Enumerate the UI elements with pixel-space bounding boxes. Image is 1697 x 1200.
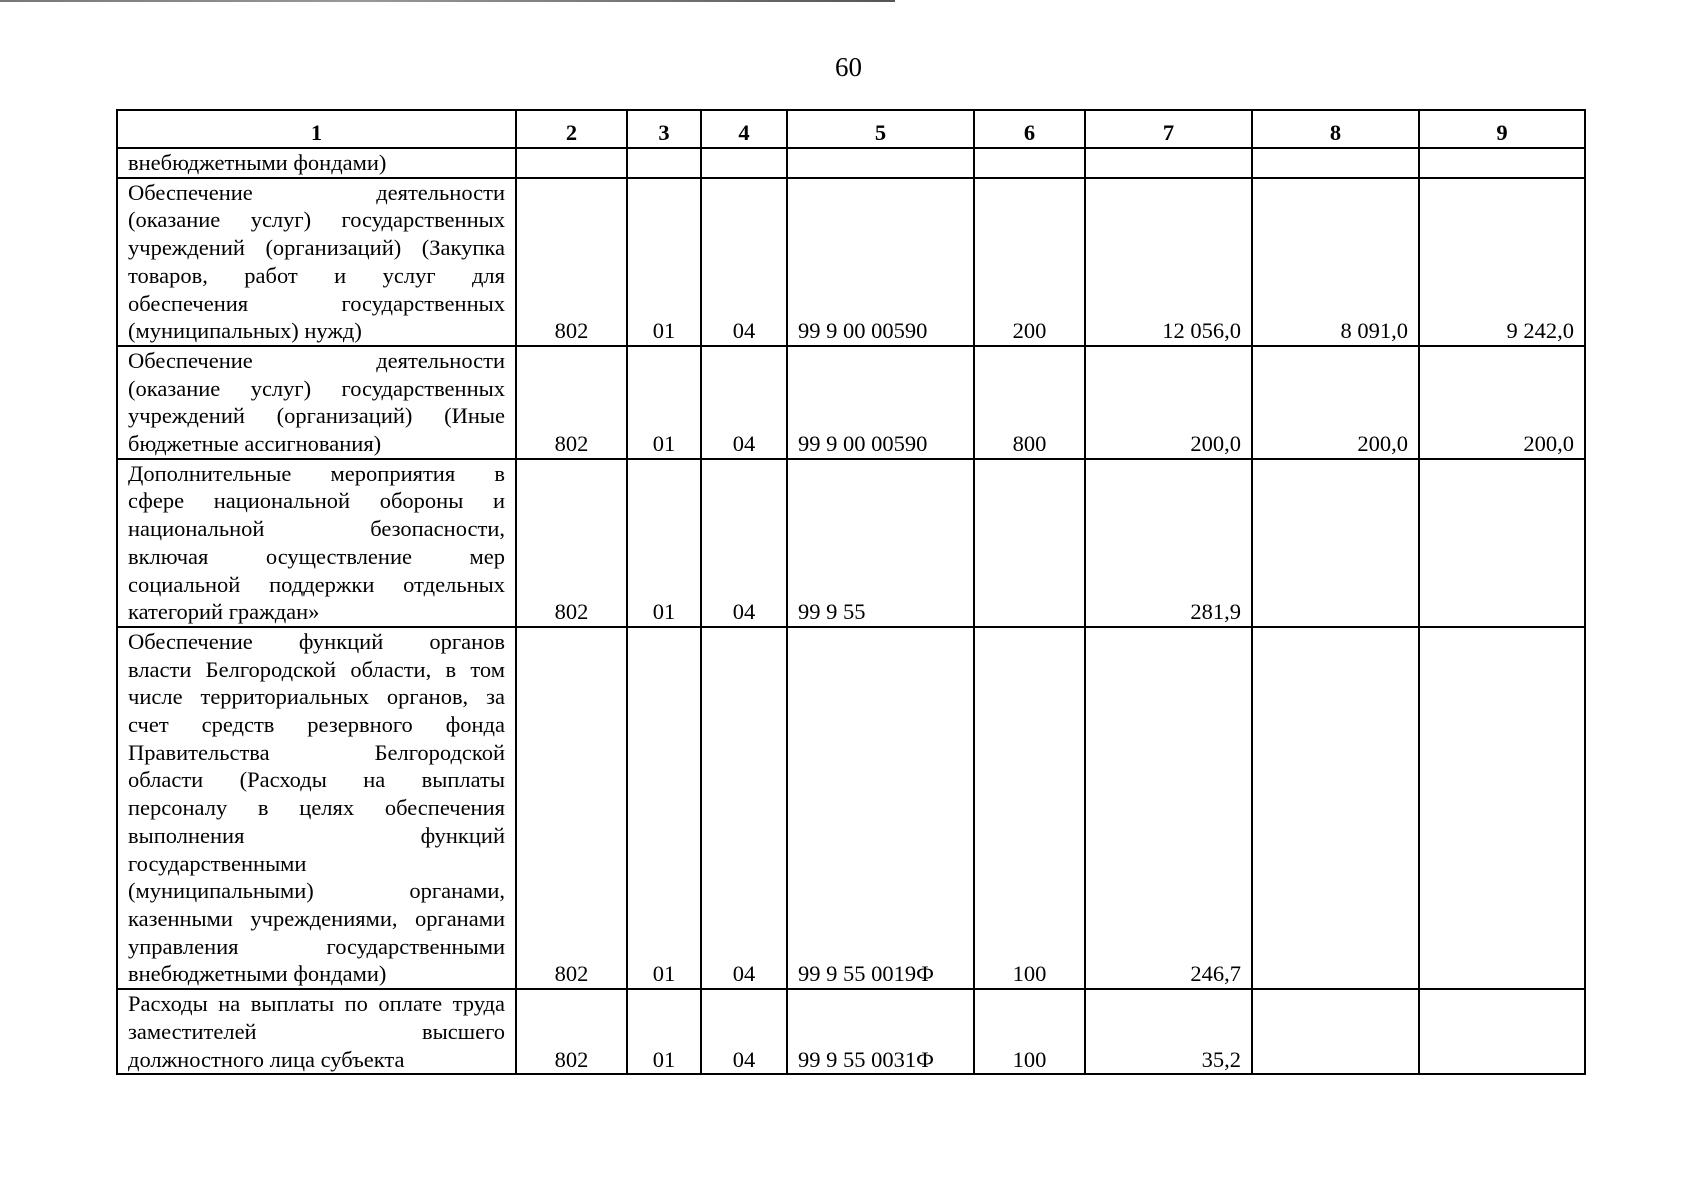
description-line: учреждений (организаций) (Иные — [128, 403, 505, 429]
cell-code: 99 9 55 — [787, 459, 974, 627]
description-line: обеспечения государственных — [128, 290, 505, 316]
table-body — [117, 148, 1585, 1074]
header-col-7: 7 — [1085, 110, 1252, 148]
header-col-3: 3 — [627, 110, 701, 148]
cell-amount-8: 8 091,0 — [1252, 178, 1419, 346]
description-line: должностного лица субъекта — [128, 1046, 405, 1072]
description-line: (муниципальными) органами, — [128, 878, 505, 904]
description-line: счет средств резервного фонда — [128, 712, 505, 738]
table-row — [117, 459, 1585, 627]
description-line: учреждений (организаций) (Закупка — [128, 235, 505, 261]
table-row — [117, 989, 1585, 1074]
cell-amount-9 — [1419, 989, 1585, 1074]
cell-amount-7: 35,2 — [1085, 989, 1252, 1074]
description-line: национальной безопасности, — [128, 516, 505, 542]
description-line: сфере национальной обороны и — [128, 488, 505, 514]
cell-col-6: 100 — [974, 627, 1085, 989]
cell-col-6: 200 — [974, 178, 1085, 346]
cell-col-4: 04 — [701, 459, 787, 627]
cell-description — [117, 148, 516, 178]
description-line: (муниципальных) нужд) — [128, 318, 362, 344]
cell-col-3 — [627, 148, 701, 178]
cell-code: 99 9 55 0019Ф — [787, 627, 974, 989]
cell-amount-8 — [1252, 627, 1419, 989]
cell-description — [117, 627, 516, 989]
description-line: персоналу в целях обеспечения — [128, 795, 505, 821]
cell-code: 99 9 00 00590 — [787, 346, 974, 459]
cell-amount-7: 200,0 — [1085, 346, 1252, 459]
cell-code: 99 9 55 0031Ф — [787, 989, 974, 1074]
description-line: Расходы на выплаты по оплате труда — [128, 991, 505, 1017]
cell-col-6: 100 — [974, 989, 1085, 1074]
table-row — [117, 148, 1585, 178]
cell-amount-9 — [1419, 148, 1585, 178]
table-header — [117, 110, 1585, 148]
cell-col-6 — [974, 459, 1085, 627]
header-col-9: 9 — [1419, 110, 1585, 148]
description-line: числе территориальных органов, за — [128, 684, 505, 710]
description-line: Дополнительные мероприятия в — [128, 460, 505, 486]
description-line: социальной поддержки отдельных — [128, 571, 505, 597]
description-line: Правительства Белгородской — [128, 739, 505, 765]
budget-table — [116, 109, 1586, 1075]
cell-col-4 — [701, 148, 787, 178]
description-line: казенными учреждениями, органами — [128, 905, 505, 931]
header-row — [117, 110, 1585, 148]
table-row — [117, 346, 1585, 459]
description-line: Обеспечение функций органов — [128, 628, 505, 654]
description-line: товаров, работ и услуг для — [128, 262, 505, 288]
header-col-5: 5 — [787, 110, 974, 148]
cell-col-6: 800 — [974, 346, 1085, 459]
description-line: области (Расходы на выплаты — [128, 767, 505, 793]
cell-col-3: 01 — [627, 459, 701, 627]
cell-col-2: 802 — [516, 346, 627, 459]
cell-col-3: 01 — [627, 346, 701, 459]
description-line: включая осуществление мер — [128, 543, 505, 569]
cell-amount-7: 12 056,0 — [1085, 178, 1252, 346]
page-number: 60 — [835, 52, 862, 82]
cell-amount-7 — [1085, 148, 1252, 178]
cell-col-2: 802 — [516, 989, 627, 1074]
cell-amount-9 — [1419, 459, 1585, 627]
cell-amount-8: 200,0 — [1252, 346, 1419, 459]
description-line: выполнения функций — [128, 822, 505, 848]
cell-code — [787, 148, 974, 178]
cell-col-2 — [516, 148, 627, 178]
header-col-2: 2 — [516, 110, 627, 148]
cell-col-3: 01 — [627, 178, 701, 346]
description-line: Обеспечение деятельности — [128, 179, 505, 205]
cell-col-6 — [974, 148, 1085, 178]
table-row — [117, 178, 1585, 346]
cell-description — [117, 346, 516, 459]
header-col-1: 1 — [117, 110, 516, 148]
cell-col-4: 04 — [701, 346, 787, 459]
cell-amount-8 — [1252, 148, 1419, 178]
description-line: бюджетные ассигнования) — [128, 431, 382, 457]
description-line: внебюджетными фондами) — [128, 961, 387, 987]
cell-amount-7: 246,7 — [1085, 627, 1252, 989]
description-line: власти Белгородской области, в том — [128, 656, 505, 682]
cell-description — [117, 459, 516, 627]
cell-col-2: 802 — [516, 627, 627, 989]
description-line: внебюджетными фондами) — [128, 150, 387, 175]
scan-edge-line — [0, 0, 895, 2]
description-line: (оказание услуг) государственных — [128, 207, 505, 233]
description-line: категорий граждан» — [128, 599, 320, 625]
cell-amount-9 — [1419, 627, 1585, 989]
description-line: Обеспечение деятельности — [128, 347, 505, 373]
cell-col-4: 04 — [701, 989, 787, 1074]
header-col-6: 6 — [974, 110, 1085, 148]
cell-amount-9: 200,0 — [1419, 346, 1585, 459]
cell-col-2: 802 — [516, 459, 627, 627]
cell-description — [117, 178, 516, 346]
cell-col-3: 01 — [627, 627, 701, 989]
description-line: управления государственными — [128, 933, 505, 959]
cell-amount-8 — [1252, 989, 1419, 1074]
cell-col-3: 01 — [627, 989, 701, 1074]
cell-amount-8 — [1252, 459, 1419, 627]
cell-description — [117, 989, 516, 1074]
cell-amount-9: 9 242,0 — [1419, 178, 1585, 346]
cell-col-4: 04 — [701, 178, 787, 346]
table-row — [117, 627, 1585, 989]
header-col-4: 4 — [701, 110, 787, 148]
cell-amount-7: 281,9 — [1085, 459, 1252, 627]
cell-code: 99 9 00 00590 — [787, 178, 974, 346]
description-line: (оказание услуг) государственных — [128, 375, 505, 401]
description-line: государственными — [128, 850, 307, 876]
cell-col-4: 04 — [701, 627, 787, 989]
cell-col-2: 802 — [516, 178, 627, 346]
header-col-8: 8 — [1252, 110, 1419, 148]
description-line: заместителей высшего — [128, 1018, 505, 1044]
